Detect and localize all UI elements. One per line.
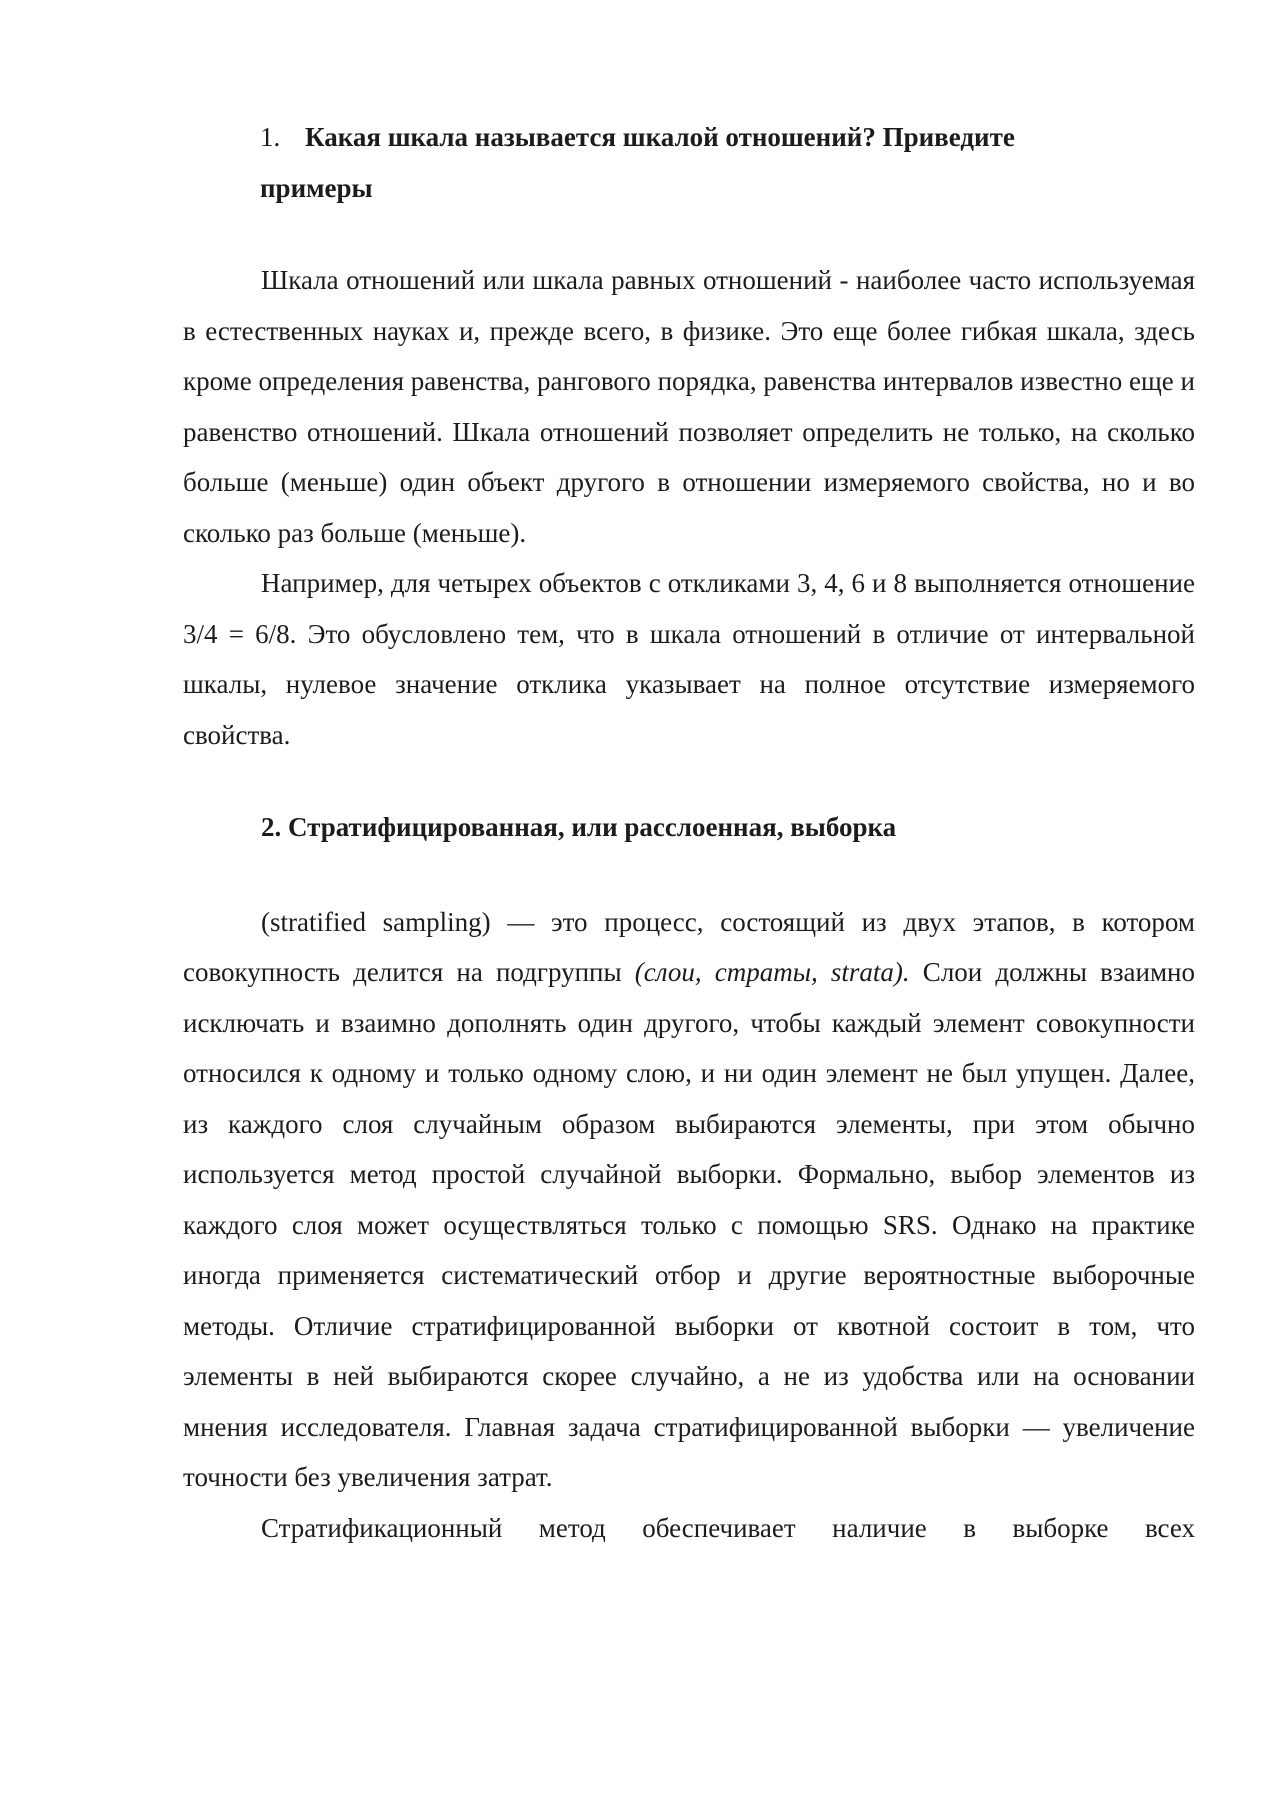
section-2-paragraph-1-italic: (слои, страты, strata). (634, 957, 910, 987)
document-body (183, 112, 1195, 1553)
section-1-paragraph-2: Например, для четырех объектов с откликами 3, 4, 6 и 8 выполняется отношение 3/4 = 6/8. Это обусловлено тем, что в шкала отношений в отличие от интервальной шкалы, нулевое значение отклика указывает на полное отсутствие измеряемого свойства. (183, 568, 1195, 750)
section-2-paragraph-2: Стратификационный метод обеспечивает наличие в выборке всех (261, 1512, 1195, 1543)
section-1-paragraph-1: Шкала отношений или шкала равных отношений - наиболее часто используемая в естественных науках и, прежде всего, в физике. Это еще более гибкая шкала, здесь кроме определения равенства, рангового порядка, равенства интервалов известно еще и равенство отношений. Шкала отношений позволяет определить не только, на сколько больше (меньше) один объект другого в отношении измеряемого свойства, но и во сколько раз больше (меньше). (183, 265, 1195, 548)
section-2-paragraph-1-start: (stratified sampling) — это процесс, состоящий из двух этапов, в котором совокупность делится на подгруппы (183, 906, 1195, 987)
spacer (183, 760, 1195, 802)
section-2-paragraph-1-end: Слои должны взаимно исключать и взаимно дополнять один другого, чтобы каждый элемент совокупности относился к одному и только одному слою, и ни один элемент не был упущен. Далее, из каждого слоя случайным образом выбираются элементы, при этом обычно используется метод простой случайной выборки. Формально, выбор элементов из каждого слоя может осуществляться только с помощью SRS. Однако на практике иногда применяется систематический отбор и другие вероятностные выборочные методы. Отличие стратифицированной выборки от квотной состоит в том, что элементы в ней выбираются скорее случайно, а не из удобства или на основании мнения исследователя. Главная задача стратифицированной выборки — увеличение точности без увеличения затрат. (183, 957, 1195, 1492)
section-1-number: 1. (260, 122, 281, 152)
spacer (183, 213, 1195, 255)
section-1-heading (183, 112, 1195, 163)
section-1-title-line2: примеры (260, 172, 373, 203)
section-1-heading-line2 (183, 163, 1195, 214)
section-2-heading: 2. Стратифицированная, или расслоенная, выборка (261, 812, 897, 842)
spacer (183, 853, 1195, 897)
section-2-paragraph-1 (183, 897, 1195, 1503)
section-1-title: Какая шкала называется шкалой отношений? Приведите (305, 122, 1015, 152)
